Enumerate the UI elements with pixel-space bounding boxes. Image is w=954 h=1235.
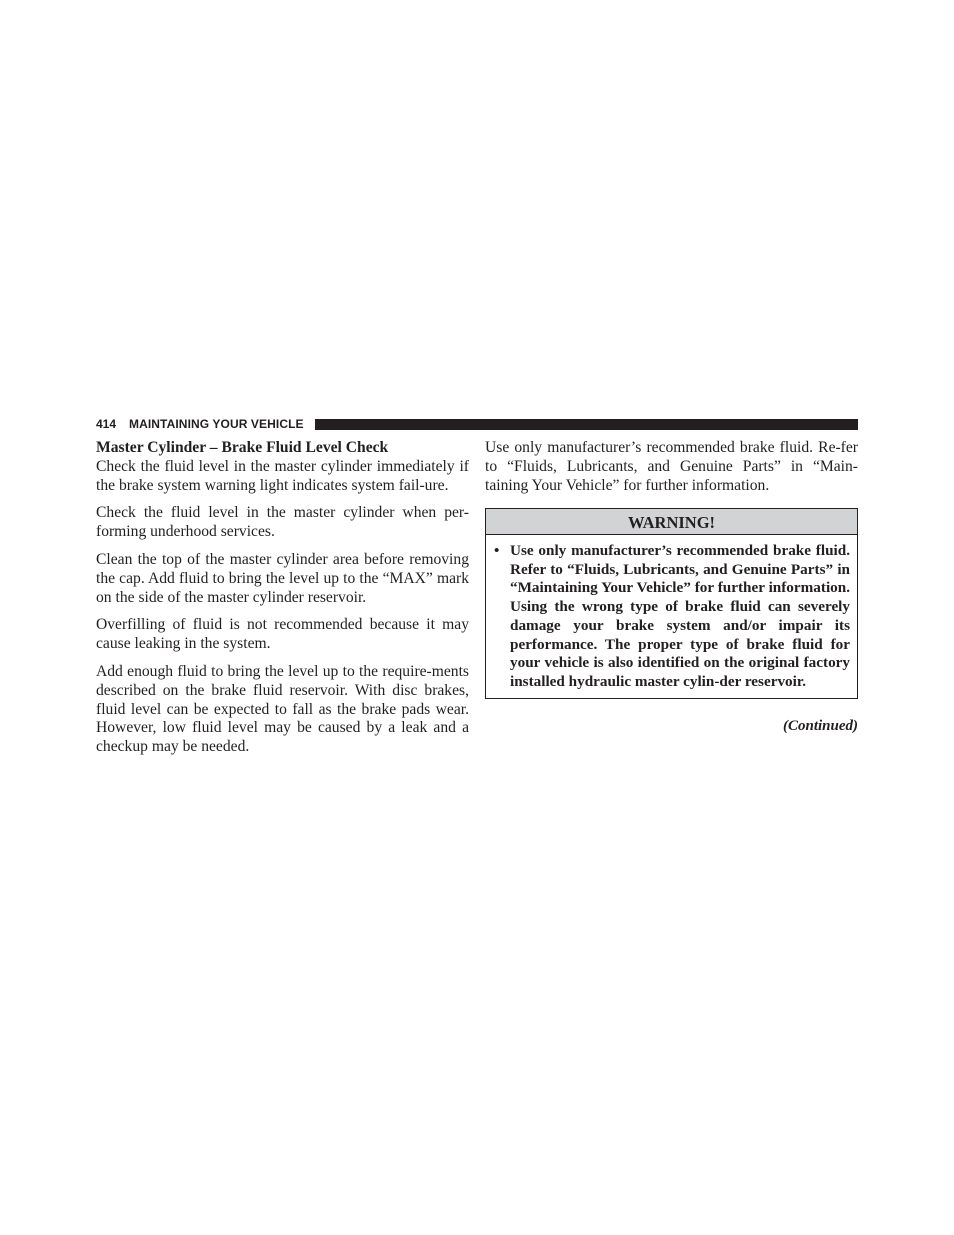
paragraph: Clean the top of the master cylinder area before removing the cap. Add fluid to bring the level up to the “MAX” mark on the side of the master cylinder reservoir. xyxy=(96,550,469,606)
warning-list xyxy=(486,535,857,698)
paragraph: Check the fluid level in the master cylinder immediately if the brake system warning light indicates system fail-ure. xyxy=(96,457,469,494)
continued-label: (Continued) xyxy=(782,718,858,734)
warning-title: WARNING! xyxy=(486,509,857,535)
page-header xyxy=(96,416,858,434)
left-column xyxy=(96,439,469,766)
page-number: 414 xyxy=(96,417,117,431)
section-heading: Master Cylinder – Brake Fluid Level Check xyxy=(96,439,389,456)
paragraph: Use only manufacturer’s recommended brake fluid. Re-fer to “Fluids, Lubricants, and Genuine Parts” in “Main-taining Your Vehicle” for further information. xyxy=(485,439,858,494)
header-rule xyxy=(315,419,858,430)
warning-item-text: Use only manufacturer’s recommended brake fluid. Refer to “Fluids, Lubricants, and Genuine Parts” in “Maintaining Your Vehicle” for further information. Using the wrong type of brake fluid can severely damage your brake system and/or impair its performance. The proper type of brake fluid for your vehicle is also identified on the original factory installed hydraulic master cylin-der reservoir. xyxy=(510,542,850,690)
right-column xyxy=(485,439,858,504)
paragraph: Check the fluid level in the master cylinder when per-forming underhood services. xyxy=(96,504,469,541)
bullet-icon: • xyxy=(494,542,500,559)
paragraph: Overfilling of fluid is not recommended because it may cause leaking in the system. xyxy=(96,616,469,653)
warning-item xyxy=(493,542,850,692)
warning-box xyxy=(485,508,858,699)
section-title: MAINTAINING YOUR VEHICLE xyxy=(129,417,304,431)
paragraph: Add enough fluid to bring the level up to the require-ments described on the brake fluid reservoir. With disc brakes, fluid level can be expected to fall as the brake pads wear. However, low fluid level may be caused by a leak and a checkup may be needed. xyxy=(96,662,469,756)
